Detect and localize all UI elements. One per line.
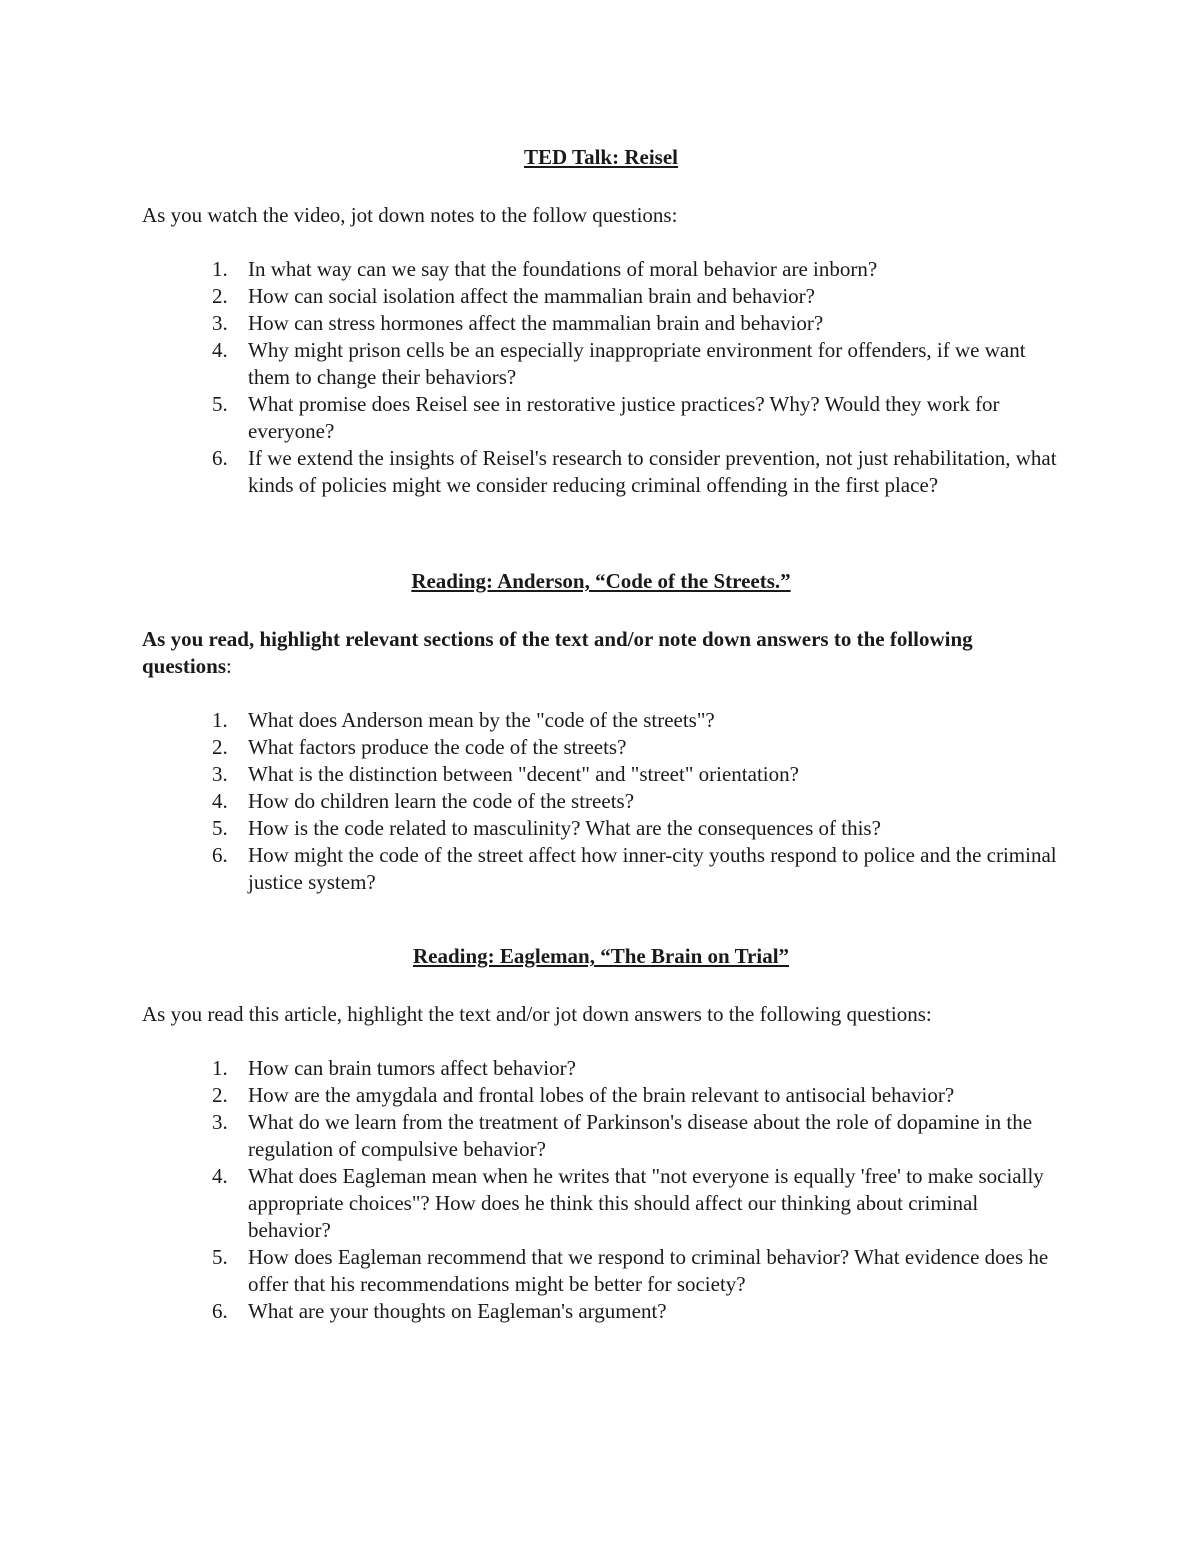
question-number: 6.	[212, 1299, 228, 1323]
question-number: 5.	[212, 392, 228, 416]
section-heading: Reading: Eagleman, “The Brain on Trial”	[412, 944, 790, 968]
question-number: 1.	[212, 1056, 228, 1080]
question-text: Why might prison cells be an especially inappropriate environment for offenders, if we want them to change their behaviors?	[248, 338, 1026, 389]
question-text: What promise does Reisel see in restorative justice practices? Why? Would they work for everyone?	[248, 392, 1000, 443]
question-number: 3.	[212, 1110, 228, 1134]
question-text: How can stress hormones affect the mammalian brain and behavior?	[248, 311, 824, 335]
question-text: What factors produce the code of the streets?	[248, 735, 627, 759]
section-ted-talk-reisel	[142, 144, 1060, 499]
question-text: In what way can we say that the foundations of moral behavior are inborn?	[248, 257, 878, 281]
question-item	[142, 391, 1060, 445]
question-item	[142, 734, 1060, 761]
section-intro: As you watch the video, jot down notes to the follow questions:	[142, 203, 678, 227]
question-number: 6.	[212, 843, 228, 867]
question-item	[142, 337, 1060, 391]
question-number: 3.	[212, 762, 228, 786]
question-number: 2.	[212, 1083, 228, 1107]
question-item	[142, 1082, 1060, 1109]
question-list	[142, 1055, 1060, 1325]
question-item	[142, 1055, 1060, 1082]
question-item	[142, 1163, 1060, 1244]
question-number: 6.	[212, 446, 228, 470]
question-item	[142, 283, 1060, 310]
question-text: How can social isolation affect the mammalian brain and behavior?	[248, 284, 815, 308]
question-list	[142, 707, 1060, 896]
question-number: 2.	[212, 284, 228, 308]
section-heading: TED Talk: Reisel	[523, 145, 679, 169]
section-intro: As you read this article, highlight the text and/or jot down answers to the following questions:	[142, 1002, 932, 1026]
question-number: 4.	[212, 789, 228, 813]
question-item	[142, 1298, 1060, 1325]
question-text: How do children learn the code of the streets?	[248, 789, 635, 813]
question-item	[142, 310, 1060, 337]
question-text: How are the amygdala and frontal lobes of the brain relevant to antisocial behavior?	[248, 1083, 955, 1107]
section-intro-colon: :	[226, 654, 232, 678]
section-reading-anderson	[142, 568, 1060, 896]
question-number: 4.	[212, 1164, 228, 1188]
question-number: 2.	[212, 735, 228, 759]
question-text: How might the code of the street affect how inner-city youths respond to police and the criminal justice system?	[248, 843, 1057, 894]
question-number: 1.	[212, 708, 228, 732]
question-item	[142, 1244, 1060, 1298]
question-number: 4.	[212, 338, 228, 362]
question-text: How can brain tumors affect behavior?	[248, 1056, 576, 1080]
question-text: What does Eagleman mean when he writes that "not everyone is equally 'free' to make socially appropriate choices"? How does he think this should affect our thinking about criminal behavior?	[248, 1164, 1044, 1242]
question-item	[142, 1109, 1060, 1163]
section-reading-eagleman	[142, 943, 1060, 1325]
question-number: 5.	[212, 1245, 228, 1269]
section-intro-text: As you read, highlight relevant sections of the text and/or note down answers to the following questions	[142, 627, 973, 678]
question-text: What does Anderson mean by the "code of the streets"?	[248, 708, 715, 732]
question-item	[142, 256, 1060, 283]
question-text: How is the code related to masculinity? What are the consequences of this?	[248, 816, 881, 840]
question-number: 1.	[212, 257, 228, 281]
question-number: 3.	[212, 311, 228, 335]
question-item	[142, 815, 1060, 842]
question-item	[142, 761, 1060, 788]
question-text: What do we learn from the treatment of Parkinson's disease about the role of dopamine in the regulation of compulsive behavior?	[248, 1110, 1033, 1161]
question-text: What are your thoughts on Eagleman's argument?	[248, 1299, 667, 1323]
question-item	[142, 788, 1060, 815]
section-intro	[142, 626, 1060, 680]
question-item	[142, 842, 1060, 896]
question-text: What is the distinction between "decent" and "street" orientation?	[248, 762, 799, 786]
question-number: 5.	[212, 816, 228, 840]
question-text: How does Eagleman recommend that we respond to criminal behavior? What evidence does he offer that his recommendations might be better for society?	[248, 1245, 1049, 1296]
question-item	[142, 707, 1060, 734]
section-heading: Reading: Anderson, “Code of the Streets.”	[411, 569, 791, 593]
question-item	[142, 445, 1060, 499]
question-list	[142, 256, 1060, 499]
question-text: If we extend the insights of Reisel's research to consider prevention, not just rehabilitation, what kinds of policies might we consider reducing criminal offending in the first place?	[248, 446, 1057, 497]
